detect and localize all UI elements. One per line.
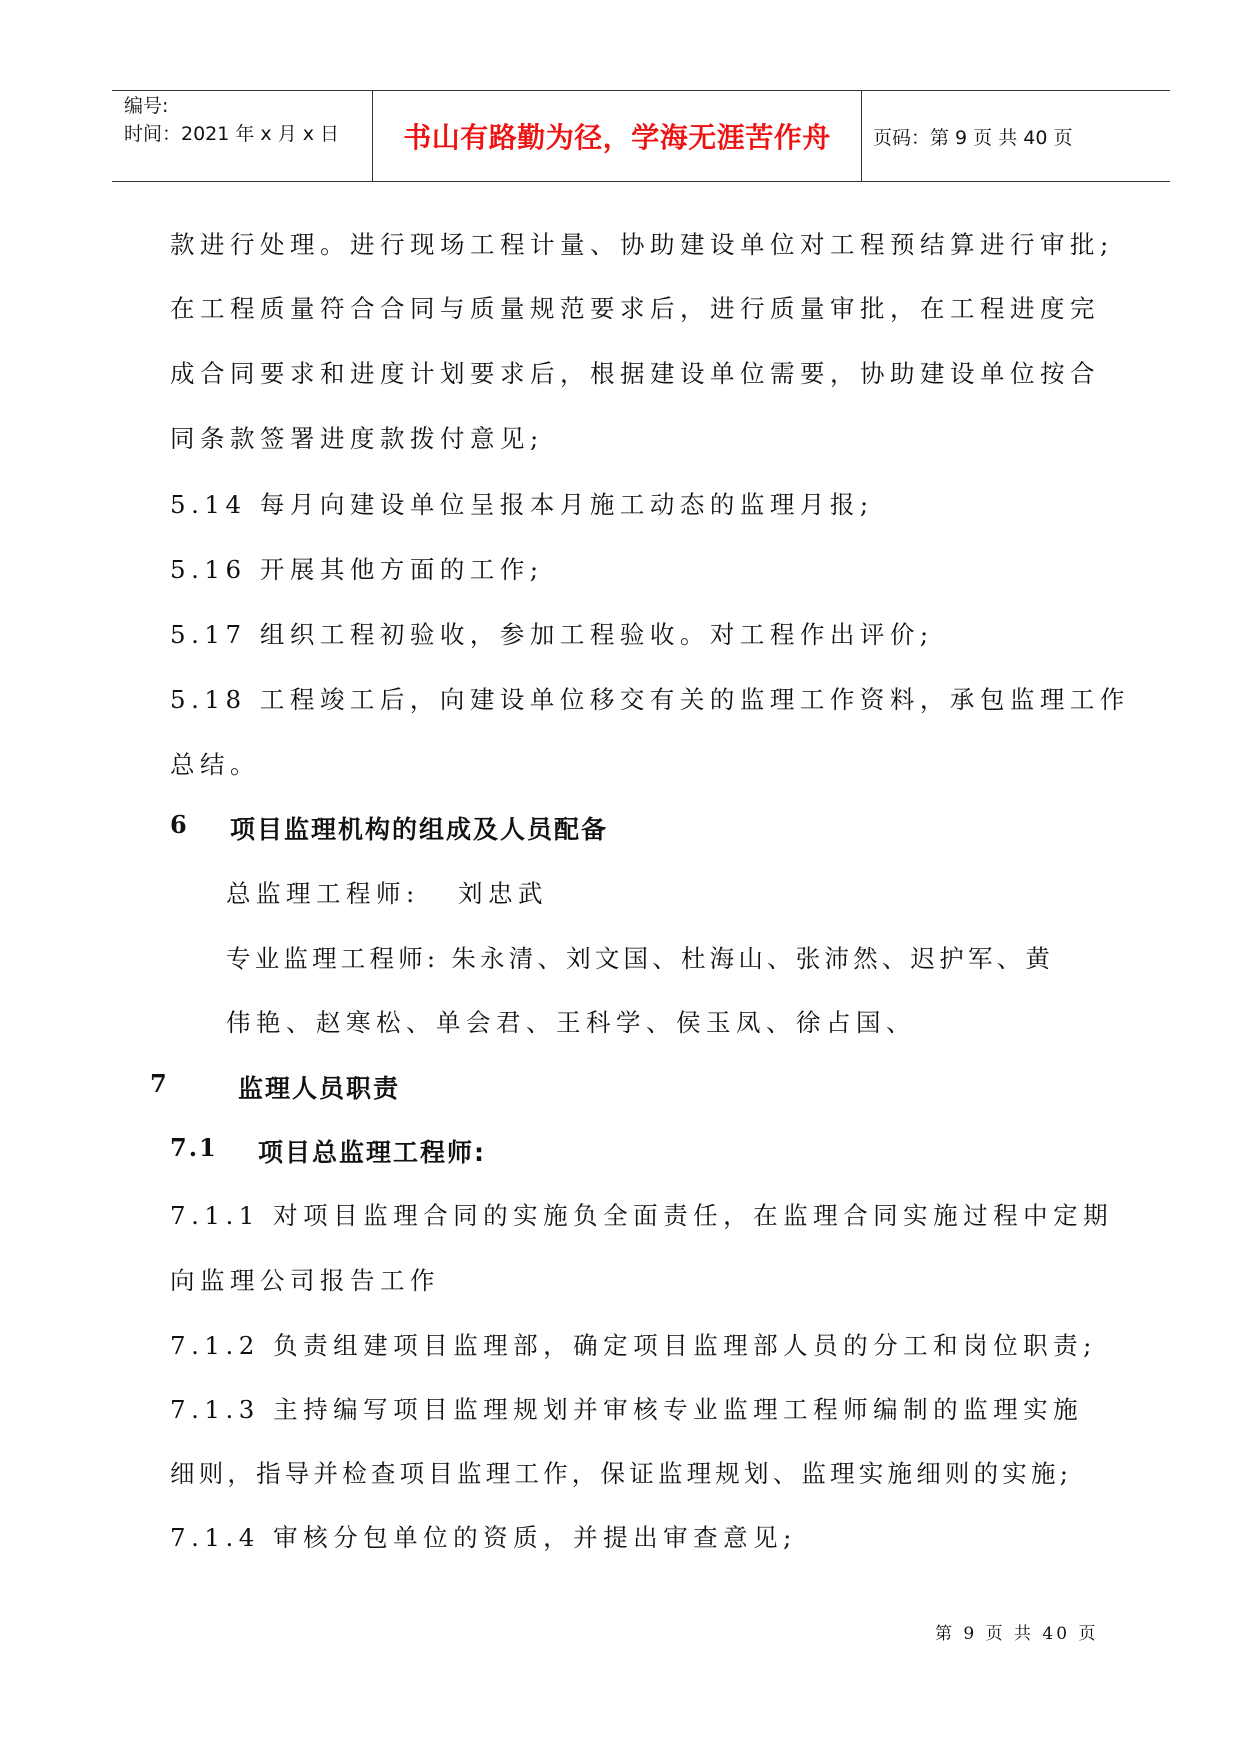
list-item-7-1-4: 7.1.4 审核分包单位的资质，并提出审查意见;	[170, 1523, 797, 1552]
list-item-5-18: 5.18 工程竣工后，向建设单位移交有关的监理工作资料，承包监理工作	[170, 685, 1130, 714]
document-date: 时间：2021 年 x 月 x 日	[124, 123, 340, 145]
list-item-7-1-2: 7.1.2 负责组建项目监理部，确定项目监理部人员的分工和岗位职责;	[170, 1331, 1097, 1360]
section-6-number: 6	[170, 810, 187, 839]
header-page-cell	[861, 91, 1170, 181]
paragraph-line: 同条款签署进度款拨付意见;	[170, 424, 544, 453]
section-7-title: 监理人员职责	[238, 1074, 401, 1103]
document-header	[112, 90, 1170, 182]
header-motto-cell	[372, 91, 862, 181]
header-page-info: 页码：第 9 页 共 40 页	[873, 126, 1073, 149]
paragraph-line: 细则，指导并检查项目监理工作，保证监理规划、监理实施细则的实施;	[170, 1459, 1073, 1488]
paragraph-line: 款进行处理。进行现场工程计量、协助建设单位对工程预结算进行审批;	[170, 230, 1114, 259]
specialist-engineers-line: 伟艳、赵寒松、单会君、王科学、侯玉凤、徐占国、	[226, 1008, 916, 1037]
chief-engineer-name: 刘忠武	[458, 879, 548, 908]
specialist-engineers-line: 专业监理工程师: 朱永清、刘文国、杜海山、张沛然、迟护军、黄	[226, 944, 1055, 973]
list-item-7-1-3: 7.1.3 主持编写项目监理规划并审核专业监理工程师编制的监理实施	[170, 1395, 1084, 1424]
section-7-number: 7	[150, 1069, 167, 1098]
paragraph-line: 成合同要求和进度计划要求后，根据建设单位需要，协助建设单位按合	[170, 359, 1100, 388]
section-6-title: 项目监理机构的组成及人员配备	[230, 815, 609, 844]
document-number-label: 编号:	[124, 95, 169, 117]
list-item-5-17: 5.17 组织工程初验收，参加工程验收。对工程作出评价;	[170, 620, 934, 649]
list-item-5-16: 5.16 开展其他方面的工作;	[170, 555, 544, 584]
chief-engineer-label: 总监理工程师:	[226, 879, 420, 908]
header-meta	[112, 91, 372, 181]
paragraph-line: 总结。	[170, 750, 260, 779]
section-7-1-title: 项目总监理工程师:	[258, 1138, 486, 1167]
header-motto: 书山有路勤为径，学海无涯苦作舟	[403, 121, 831, 154]
paragraph-line: 在工程质量符合合同与质量规范要求后，进行质量审批，在工程进度完	[170, 294, 1100, 323]
list-item-5-14: 5.14 每月向建设单位呈报本月施工动态的监理月报;	[170, 490, 874, 519]
section-7-1-number: 7.1	[170, 1133, 218, 1162]
list-item-7-1-1: 7.1.1 对项目监理合同的实施负全面责任，在监理合同实施过程中定期	[170, 1201, 1114, 1230]
page-footer: 第 9 页 共 40 页	[935, 1624, 1099, 1644]
paragraph-line: 向监理公司报告工作	[170, 1266, 440, 1295]
